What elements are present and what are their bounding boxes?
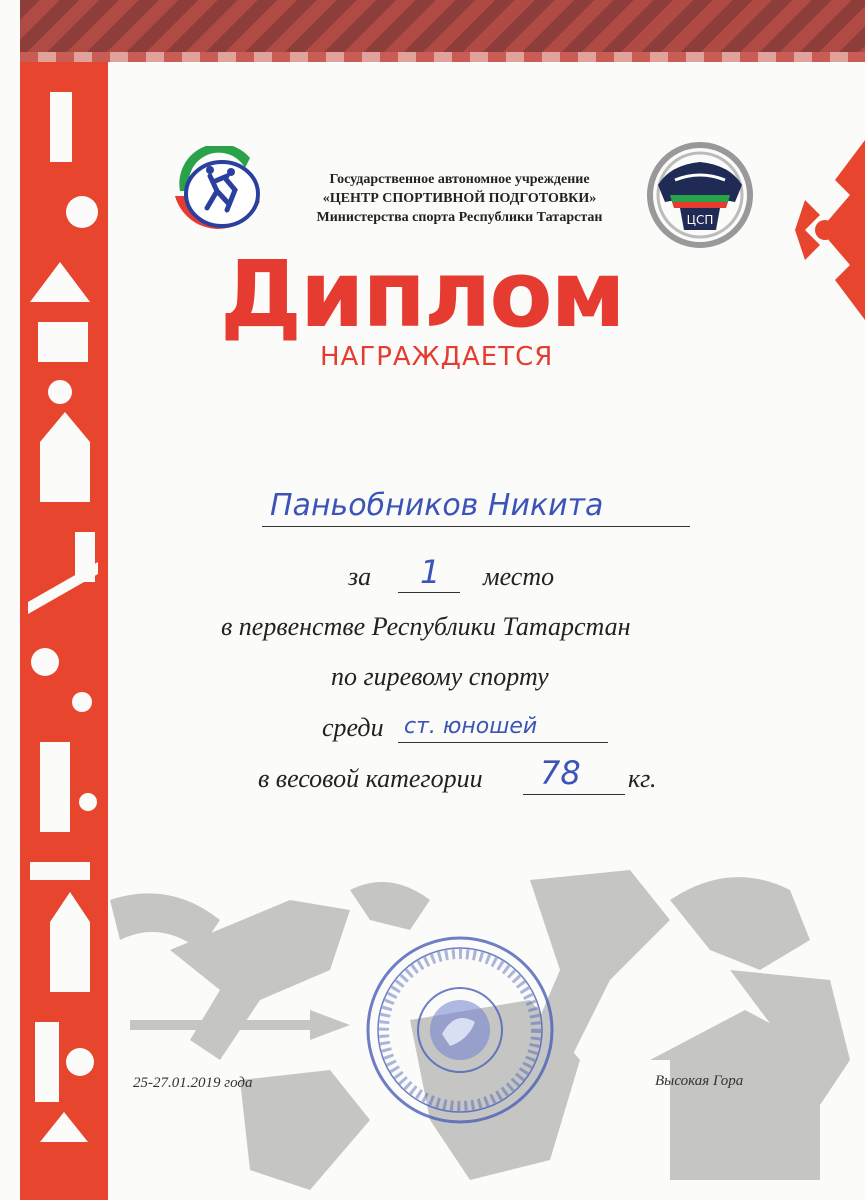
diploma-title: Диплом (220, 241, 624, 348)
csp-emblem (640, 140, 760, 250)
right-ornament (765, 140, 865, 320)
recipient-name: Паньобников Никита (270, 488, 604, 523)
among-underline (398, 742, 608, 743)
official-seal-stamp (360, 930, 560, 1130)
header-line-3: Министерства спорта Республики Татарстан (316, 210, 603, 225)
weight-underline (523, 794, 625, 795)
diploma-subtitle: НАГРАЖДАЕТСЯ (320, 342, 554, 372)
header-line-1: Государственное автономное учреждение (329, 172, 590, 187)
weight-value: 78 (540, 754, 581, 792)
award-location: Высокая Гора (655, 1073, 744, 1089)
organization-header (282, 170, 637, 227)
weight-prefix: в весовой категории (258, 764, 483, 793)
place-prefix: за (348, 562, 372, 591)
top-ornament-band (20, 0, 865, 62)
left-ornament-border (20, 62, 108, 1200)
among-prefix: среди (322, 713, 384, 742)
sports-center-logo (165, 146, 275, 236)
sport-line: по гиревому спорту (331, 662, 549, 691)
place-value: 1 (420, 553, 441, 591)
place-suffix: место (483, 562, 555, 591)
weight-unit: кг. (628, 764, 657, 793)
among-value: ст. юношей (404, 714, 538, 739)
award-date: 25-27.01.2019 года (133, 1075, 253, 1091)
csp-emblem-text: ЦСП (686, 213, 714, 227)
event-line: в первенстве Республики Татарстан (221, 612, 631, 641)
header-line-2: «ЦЕНТР СПОРТИВНОЙ ПОДГОТОВКИ» (322, 191, 597, 206)
name-underline (262, 526, 690, 527)
place-underline (398, 592, 460, 593)
